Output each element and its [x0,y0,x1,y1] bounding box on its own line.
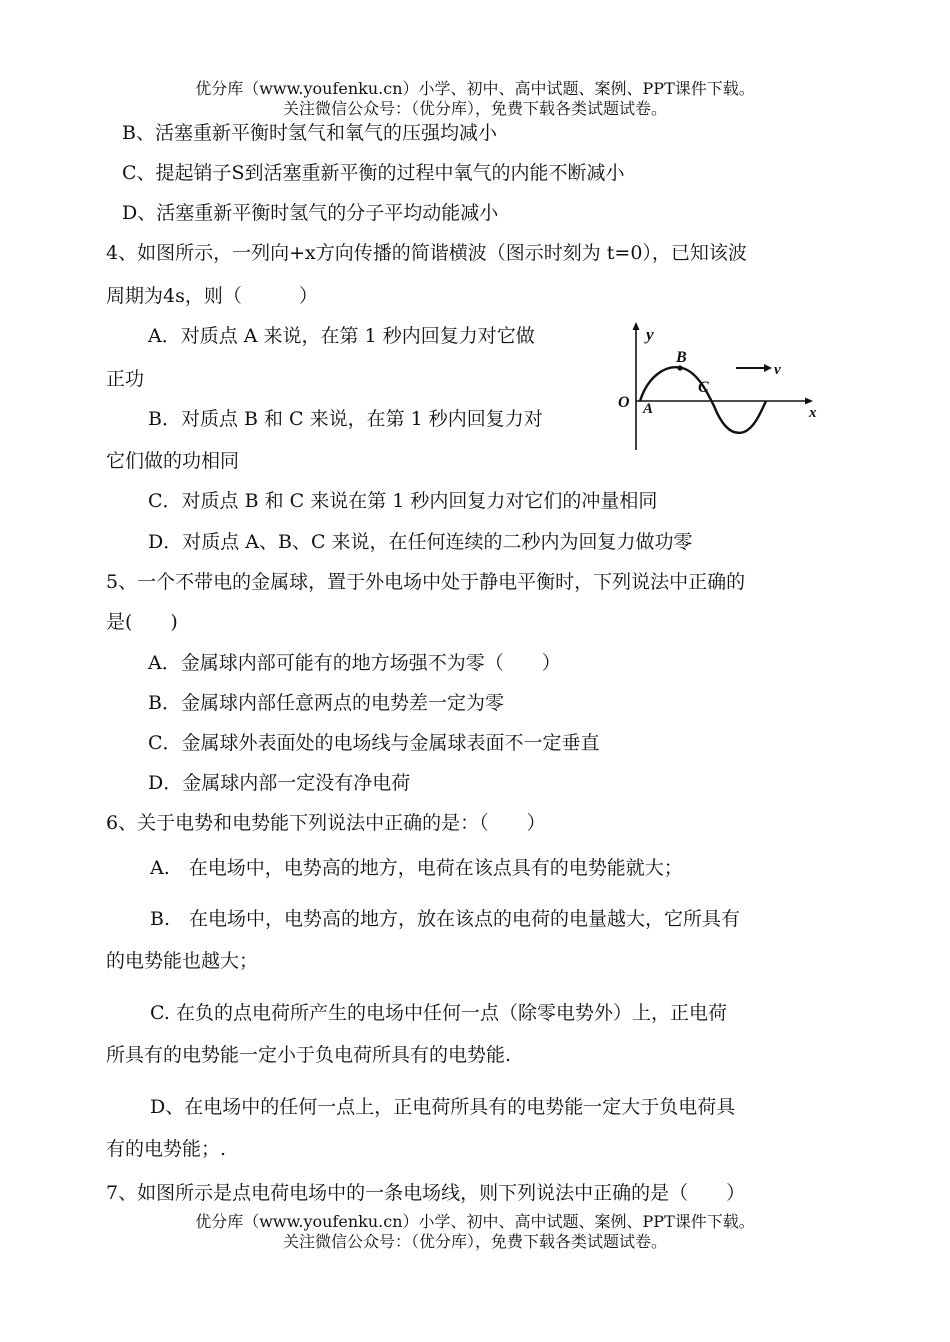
point-b-dot [677,365,682,370]
q5-option-a: A．金属球内部可能有的地方场强不为零（ ） [148,652,561,674]
point-b-label: B [676,349,687,366]
x-axis-label: x [809,405,817,421]
q5-option-d: D．金属球内部一定没有净电荷 [148,772,411,794]
wave-figure [610,318,825,453]
point-a-label: A [643,401,654,417]
footer-line-1: 优分库（www.youfenku.cn）小学、初中、高中试题、案例、PPT课件下载。 [195,1212,755,1231]
velocity-label: v [774,362,781,378]
q3-option-d: D、活塞重新平衡时氢气的分子平均动能减小 [122,202,499,224]
q6-option-c: C. 在负的点电荷所产生的电场中任何一点（除零电势外）上，正电荷 [150,1002,727,1024]
q4-option-a: A．对质点 A 来说，在第 1 秒内回复力对它做 [148,325,535,347]
header-line-1: 优分库（www.youfenku.cn）小学、初中、高中试题、案例、PPT课件下载。 [195,79,755,98]
origin-label: O [618,394,630,411]
q4-option-c: C．对质点 B 和 C 来说在第 1 秒内回复力对它们的冲量相同 [148,490,658,512]
q3-option-b: B、活塞重新平衡时氢气和氧气的压强均减小 [122,122,497,144]
q4-option-a-cont: 正功 [106,368,145,390]
wave-curve [640,367,766,433]
y-axis-label: y [646,325,654,344]
q5-stem-line-1: 5、一个不带电的金属球，置于外电场中处于静电平衡时，下列说法中正确的 [106,571,746,593]
q5-stem-line-2: 是( ) [106,611,178,633]
q6-option-c-cont: 所具有的电势能一定小于负电荷所具有的电势能. [106,1044,512,1066]
point-c-label: C [698,379,709,396]
header-line-2: 关注微信公众号：（优分库），免费下载各类试题试卷。 [282,99,667,118]
y-axis-arrow [633,322,640,330]
q6-option-d: D、在电场中的任何一点上，正电荷所具有的电势能一定大于负电荷具 [150,1096,736,1118]
velocity-arrowhead [764,364,772,372]
q7-stem: 7、如图所示是点电荷电场中的一条电场线，则下列说法中正确的是（ ） [106,1182,746,1204]
footer-line-2: 关注微信公众号：（优分库），免费下载各类试题试卷。 [282,1232,667,1251]
q4-option-b: B．对质点 B 和 C 来说，在第 1 秒内回复力对 [148,408,543,430]
q3-option-c: C、提起销子S到活塞重新平衡的过程中氧气的内能不断减小 [122,162,625,184]
q6-option-b: B. 在电场中，电势高的地方，放在该点的电荷的电量越大，它所具有 [150,908,741,930]
q4-option-d: D．对质点 A、B、C 来说，在任何连续的二秒内为回复力做功零 [148,531,693,553]
q6-option-a: A. 在电场中，电势高的地方，电荷在该点具有的电势能就大； [150,857,683,879]
q4-stem-line-1: 4、如图所示，一列向+x方向传播的简谐横波（图示时刻为 t=0），已知该波 [106,242,747,264]
x-axis-arrow [805,398,813,405]
q4-option-b-cont: 它们做的功相同 [106,450,240,472]
q5-option-b: B．金属球内部任意两点的电势差一定为零 [148,692,504,714]
q6-option-d-cont: 有的电势能；. [106,1138,227,1160]
q6-stem: 6、关于电势和电势能下列说法中正确的是：（ ） [106,812,546,834]
q4-stem-line-2: 周期为4s，则（ ） [106,285,318,307]
q6-option-b-cont: 的电势能也越大； [106,950,259,972]
q5-option-c: C．金属球外表面处的电场线与金属球表面不一定垂直 [148,732,600,754]
